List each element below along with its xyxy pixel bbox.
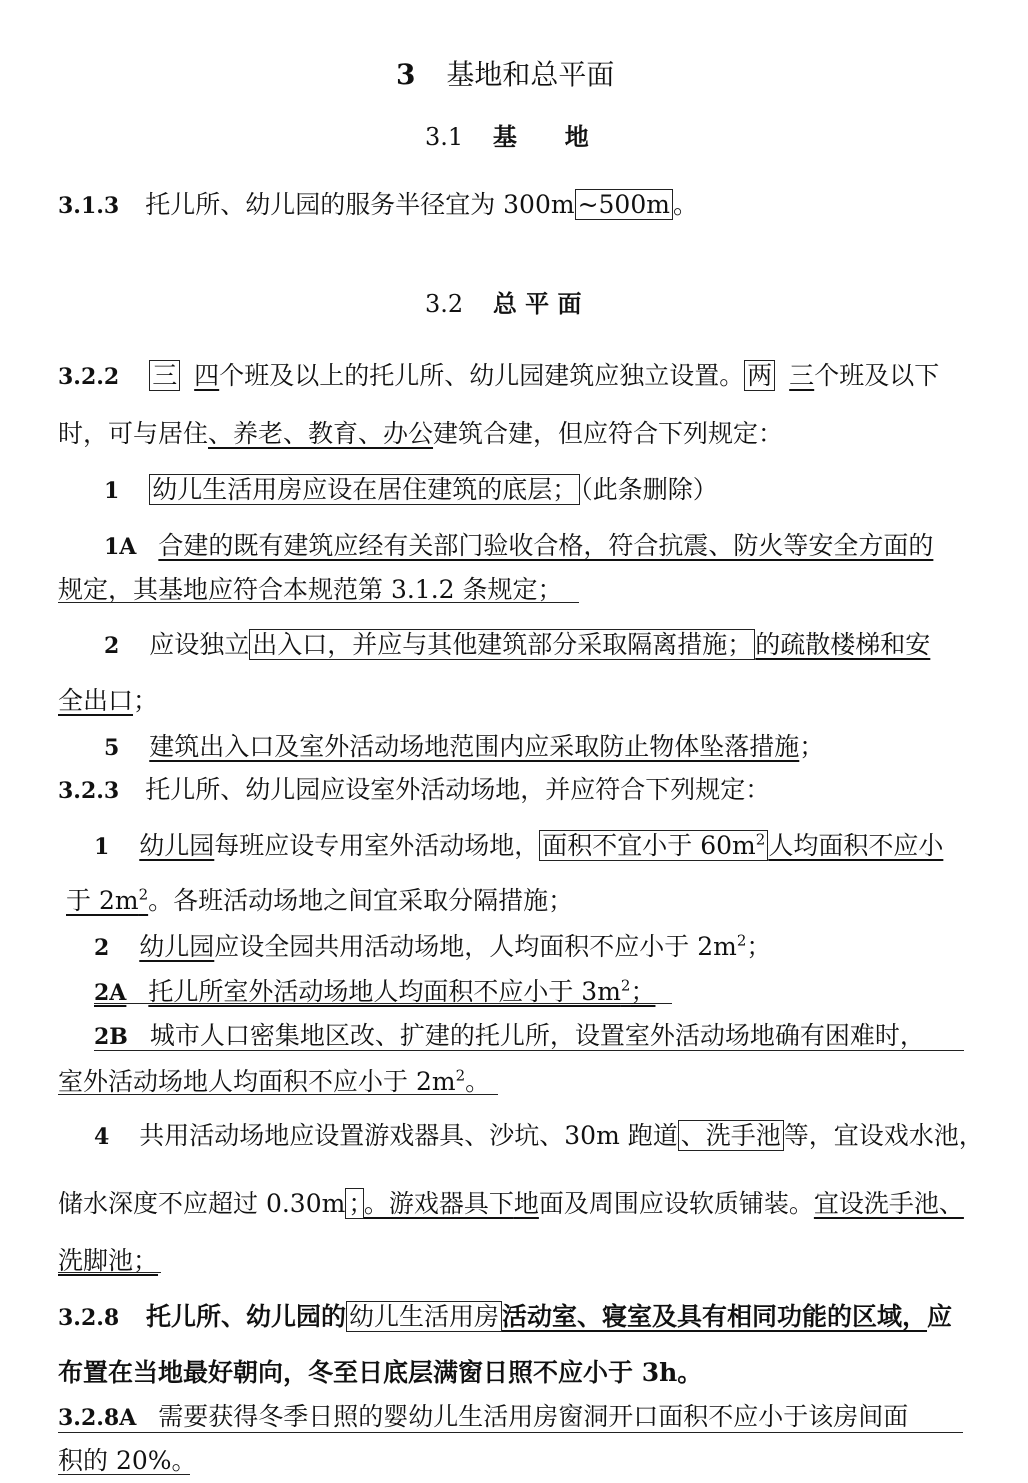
item-text: 。各班活动场地之间宜采取分隔措施； — [148, 886, 574, 915]
clause-3-2-8a-line1 — [58, 1400, 908, 1435]
clause-text: 托儿所、幼儿园应设室外活动场地，并应符合下列规定： — [145, 775, 771, 804]
clause-3-2-2-line2 — [58, 417, 783, 451]
item-1a-line1 — [104, 529, 933, 564]
clause-text: 个班及以上的托儿所、幼儿园建筑应独立设置。 — [219, 361, 745, 390]
item-3-2-3-1-line1 — [94, 829, 943, 864]
item-3-2-3-4-line1 — [94, 1119, 984, 1154]
clause-end-punct: 。 — [672, 190, 698, 219]
superscript: 2 — [138, 885, 149, 904]
item-number: 1A — [104, 534, 137, 560]
item-3-2-3-2b-line1 — [94, 1019, 925, 1054]
item-2-line1 — [104, 628, 930, 663]
clause-3-2-8a-line2 — [58, 1444, 197, 1478]
item-text: 每班应设专用室外活动场地， — [214, 831, 540, 860]
clause-text: 时，可与居住 — [58, 419, 209, 448]
item-3-2-3-1-line2 — [66, 884, 573, 918]
amended-range-box: ~500m — [575, 189, 673, 220]
item-number: 2 — [94, 935, 110, 961]
inserted-text: 洗脚池； — [58, 1246, 159, 1275]
chapter-number: 3 — [396, 58, 416, 91]
inserted-text: 建筑出入口及室外活动场地范围内应采取防止物体坠落措施 — [149, 732, 800, 761]
underline-rule — [58, 1474, 190, 1475]
deleted-text-box: 三 — [149, 360, 180, 391]
item-end-punct: ； — [799, 732, 825, 761]
clause-text: 托儿所、幼儿园的服务半径宜为 300m — [145, 190, 575, 219]
inserted-text — [148, 977, 655, 1006]
inserted-text: 幼儿园 — [139, 932, 215, 961]
clause-text: 布置在当地最好朝向，冬至日底层满窗日照不应小于 3h。 — [58, 1358, 703, 1387]
section-3-2-heading — [425, 287, 582, 321]
inserted-text-part: 于 2m — [66, 886, 139, 915]
section-3-1-heading — [425, 120, 589, 154]
inserted-text: 幼儿园 — [139, 831, 215, 860]
superscript: 2 — [455, 1066, 466, 1085]
item-2-line2 — [58, 684, 158, 718]
item-number: 1 — [104, 478, 120, 504]
clause-text: 个班及以下 — [814, 361, 940, 390]
chapter-title — [396, 58, 614, 92]
clause-3-2-3 — [58, 773, 770, 808]
inserted-text: 、养老、教育、办公 — [208, 419, 434, 448]
clause-3-2-8-line2 — [58, 1356, 702, 1390]
item-end-punct: ； — [630, 977, 656, 1006]
underline-rule — [58, 1094, 498, 1095]
underline-rule — [58, 1272, 161, 1273]
deleted-text-box: 两 — [744, 360, 775, 391]
inserted-text: 城市人口密集地区改、扩建的托儿所，设置室外活动场地确有困难时， — [149, 1021, 925, 1050]
item-number: 5 — [104, 735, 120, 761]
inserted-text: 室外活动场地人均面积不应小于 2m — [58, 1067, 456, 1096]
item-number: 2A — [94, 980, 127, 1006]
deleted-text-box: ； — [345, 1188, 364, 1219]
superscript: 2 — [620, 976, 631, 995]
section-number: 3.1 — [425, 123, 464, 151]
deleted-text-box: 出入口，并应与其他建筑部分采取隔离措施； — [249, 629, 755, 660]
clause-number: 3.1.3 — [58, 193, 120, 219]
clause-number: 3.2.3 — [58, 778, 120, 804]
inserted-text: 活动室、寝室及具有相同功能的区域， — [502, 1302, 928, 1331]
inserted-text: 全出口 — [58, 686, 134, 715]
item-number: 1 — [94, 834, 110, 860]
deleted-text-box: 、洗手池 — [678, 1120, 784, 1151]
inserted-text: 三 — [789, 361, 815, 390]
deleted-text-box: 幼儿生活用房 — [346, 1301, 502, 1332]
item-3-2-3-2 — [94, 930, 771, 965]
item-3-2-3-4-line2 — [58, 1187, 964, 1221]
item-end-punct: ； — [746, 932, 772, 961]
item-1 — [104, 473, 718, 508]
item-3-2-3-2a — [94, 975, 655, 1010]
clause-text: 应 — [927, 1302, 953, 1331]
clause-text: 建筑合建，但应符合下列规定： — [433, 419, 784, 448]
boxed-text: 面积不宜小于 60m — [542, 831, 756, 860]
clause-text: 托儿所、幼儿园的 — [145, 1302, 346, 1331]
chapter-title-text: 基地和总平面 — [446, 58, 615, 91]
section-title: 基 地 — [492, 122, 589, 151]
inserted-text: 合建的既有建筑应经有关部门验收合格，符合抗震、防火等安全方面的 — [158, 531, 934, 560]
clause-number: 3.2.8 — [58, 1305, 120, 1331]
inserted-text: 规定，其基地应符合本规范第 3.1.2 条规定； — [58, 575, 563, 604]
item-text: 应设全园共用活动场地，人均面积不应小于 2m — [214, 932, 737, 961]
item-note: （此条删除） — [580, 475, 718, 504]
section-title: 总 平 面 — [492, 289, 582, 318]
item-end-punct: 。 — [465, 1067, 491, 1096]
item-number: 2 — [104, 633, 120, 659]
underline-rule — [94, 1003, 672, 1004]
inserted-text — [66, 886, 148, 915]
inserted-text: 的疏散楼梯和安 — [755, 630, 931, 659]
inserted-text: 四 — [194, 361, 220, 390]
inserted-text: 。游戏器具下 — [363, 1189, 514, 1218]
superscript: 2 — [755, 830, 766, 849]
underline-rule — [58, 602, 579, 603]
item-number: 2B — [94, 1024, 128, 1050]
inserted-text: 人均面积不应小 — [768, 831, 944, 860]
inserted-text-part: 托儿所室外活动场地人均面积不应小于 3m — [148, 977, 621, 1006]
item-end-punct: ； — [133, 686, 159, 715]
clause-3-2-8-line1 — [58, 1300, 952, 1335]
underline-rule — [58, 1432, 963, 1433]
item-text: 等，宜设戏水池， — [783, 1121, 984, 1150]
clause-3-2-2-line1 — [58, 359, 939, 394]
deleted-text-box — [539, 830, 768, 861]
superscript: 2 — [736, 931, 747, 950]
clause-number: 3.2.8A — [58, 1405, 137, 1431]
inserted-text: 宜设洗手池、 — [813, 1189, 964, 1218]
inserted-text: 积的 20%。 — [58, 1446, 197, 1475]
item-text: 应设独立 — [149, 630, 250, 659]
underline-rule — [94, 1050, 964, 1051]
clause-number: 3.2.2 — [58, 364, 120, 390]
item-text: 储水深度不应超过 0.30m — [58, 1189, 346, 1218]
section-number: 3.2 — [425, 290, 464, 318]
clause-3-1-3 — [58, 188, 698, 223]
item-5 — [104, 730, 824, 765]
deleted-text-box: 幼儿生活用房应设在居住建筑的底层； — [149, 474, 580, 505]
item-number: 4 — [94, 1124, 110, 1150]
inserted-text: 需要获得冬季日照的婴幼儿生活用房窗洞开口面积不应小于该房间面 — [158, 1402, 909, 1431]
item-text: 面及周围应设软质铺装。 — [538, 1189, 814, 1218]
inserted-text: 地 — [513, 1189, 539, 1218]
item-text: 共用活动场地应设置游戏器具、沙坑、30m 跑道 — [139, 1121, 678, 1150]
